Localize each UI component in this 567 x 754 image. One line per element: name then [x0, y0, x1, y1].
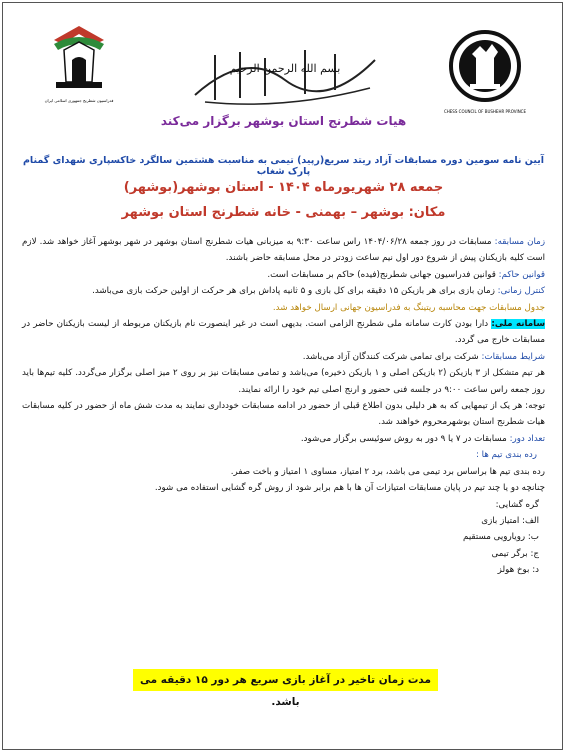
time-control-label: کنترل زمانی:	[497, 286, 545, 297]
time-control-text: زمان بازی برای هر بازیکن ۱۵ دقیقه برای کل بازی و ۵ ثانیه پاداش برای هر حرکت از اولین حرکت بازی می‌باشد.	[92, 286, 498, 297]
conditions-text: شرکت برای تمامی شرکت کنندگان آزاد می‌باشد.	[302, 351, 482, 362]
rounds-text: مسابقات در ۷ یا ۹ دور به روش سوئیسی برگزار می‌شود.	[300, 433, 510, 444]
rules-label: قوانین حاکم:	[498, 269, 545, 280]
federation-logo	[34, 20, 124, 103]
national-label: سامانه ملی:	[491, 319, 545, 330]
bismillah-calligraphy	[185, 40, 385, 112]
tiebreak-item: ب: رویارویی مستقیم	[463, 532, 539, 543]
delay-notice: مدت زمان تاخیر در آغاز بازی سریع هر دور ۱۵ دقیقه می باشد.	[133, 669, 438, 691]
chess-council-logo-caption: CHESS COUNCIL OF BUSHEHR PROVINCE	[443, 109, 527, 114]
national-text: دارا بودن کارت سامانه ملی شطرنج الزامی است. بدیهی است در غیر اینصورت نام بازیکنان مربوطه از لیست بازیکنان حاضر در مسابقات خارج می گردد.	[22, 319, 545, 346]
regulation-title: آیین نامه سومین دوره مسابقات آزاد ریتد سریع(رپید) تیمی به مناسبت هشتمین سالگرد خاکسپاری شهدای گمنام پارک شغاب	[22, 155, 545, 177]
absence-note: توجه: هر یک از تیمهایی که به هر دلیلی بدون اطلاع قبلی از حضور در ادامه مسابقات خودداری نمایند به مدت شش ماه از حضور در کلیه مسابقات هیات شطرنج استان بوشهرمحروم خواهند شد.	[22, 401, 545, 428]
tiebreak-item: ج: برگر تیمی	[491, 548, 539, 559]
federation-logo-caption: فدراسیون شطرنج جمهوری اسلامی ایران	[44, 98, 114, 103]
chess-council-logo	[440, 28, 530, 114]
regulation-body	[22, 234, 545, 579]
time-text: مسابقات در روز جمعه ۱۴۰۴/۰۶/۲۸ راس ساعت ۹:۳۰ به میزبانی هیات شطرنج استان بوشهر در شهر بوشهر آغاز خواهد شد. لازم است کلیه بازیکنان پیش از شروع دور اول نیم ساعت زودتر در محل مسابقه حاضر باشند.	[22, 237, 545, 264]
time-control-section	[22, 283, 545, 299]
time-section	[22, 234, 545, 267]
tiebreak-label: گره گشایی:	[495, 499, 539, 510]
rating-note: جدول مسابقات جهت محاسبه ریتینگ به فدراسیون جهانی ارسال خواهد شد.	[272, 302, 545, 313]
rules-text: قوانین فدراسیون جهانی شطرنج(فیده) حاکم بر مسابقات است.	[267, 269, 499, 280]
national-section	[22, 316, 545, 349]
conditions-section	[22, 349, 545, 365]
tie-text: چنانچه دو یا چند تیم در پایان مسابقات امتیازات آن ها با هم برابر شود از روش گره گشایی استفاده می شود.	[154, 483, 545, 494]
ranking-label: رده بندی تیم ها :	[475, 450, 537, 461]
organizer-line: هیات شطرنج استان بوشهر برگزار می‌کند	[160, 114, 407, 128]
calligraphy-text: بسم الله الرحمن الرحیم	[229, 62, 341, 75]
rounds-label: تعداد دور:	[509, 433, 545, 444]
rules-section	[22, 267, 545, 283]
ranking-text: رده بندی تیم ها براساس برد تیمی می باشد، برد ۲ امتیاز، مساوی ۱ امتیاز و باخت صفر.	[230, 466, 545, 477]
tiebreak-item: الف: امتیاز بازی	[481, 515, 539, 526]
time-label: زمان مسابقه:	[494, 237, 546, 247]
tiebreak-item: د: بوخ هولز	[497, 565, 539, 576]
event-location: مکان: بوشهر – بهمنی - خانه شطرنج استان بوشهر	[121, 205, 446, 220]
rounds-section	[22, 431, 545, 447]
conditions-label: شرایط مسابقات:	[481, 351, 545, 362]
event-date: جمعه ۲۸ شهریورماه ۱۴۰۴ - استان بوشهر(بوشهر)	[123, 180, 444, 195]
team-composition-text: هر تیم متشکل از ۳ بازیکن (۲ بازیکن اصلی و ۱ بازیکن ذخیره) می‌باشد و تمامی مسابقات نیز بر روی ۲ میز اصلی برگزار می‌گردد. کلیه تیم‌ها باید روز جمعه راس ساعت ۹:۰۰ در جلسه فنی حضور و ارنج اصلی تیم خود را ارائه نمایند.	[22, 368, 545, 395]
